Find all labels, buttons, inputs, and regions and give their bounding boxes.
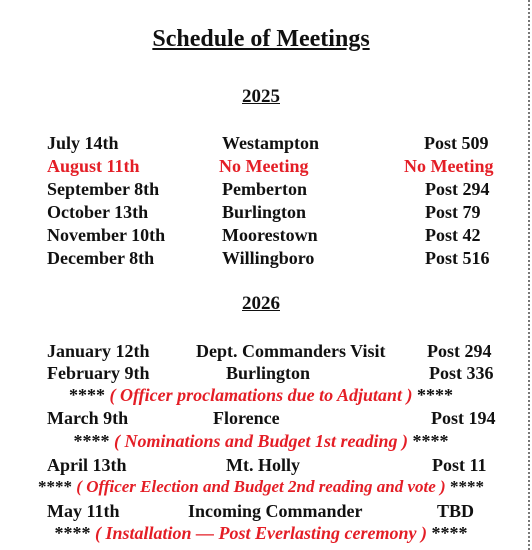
meeting-post: TBD	[437, 501, 475, 521]
meeting-post: No Meeting	[404, 156, 494, 176]
meeting-post: Post 294	[427, 341, 492, 361]
note-line	[0, 384, 522, 406]
meeting-post: Post 336	[429, 363, 494, 383]
meeting-date: July 14th	[47, 133, 119, 153]
asterisks: ****	[449, 477, 484, 496]
meeting-date: March 9th	[47, 408, 129, 428]
meeting-date: May 11th	[47, 501, 120, 521]
meeting-place: No Meeting	[219, 156, 309, 176]
meeting-place: Willingboro	[222, 248, 315, 268]
meeting-place: Florence	[213, 408, 280, 428]
meeting-post: Post 294	[425, 179, 490, 199]
note-line	[0, 476, 522, 498]
meeting-place: Mt. Holly	[226, 455, 300, 475]
meeting-place: Burlington	[222, 202, 307, 222]
note-text: ( Nominations and Budget 1st reading )	[113, 431, 409, 451]
asterisks: ****	[54, 523, 91, 543]
meeting-place: Moorestown	[222, 225, 318, 245]
asterisks: ****	[68, 385, 105, 405]
meeting-date: September 8th	[47, 179, 160, 199]
note-text: ( Installation — Post Everlasting ceremony )	[94, 523, 427, 543]
meeting-date: December 8th	[47, 248, 155, 268]
year-heading-2026: 2026	[242, 293, 280, 314]
meeting-date: February 9th	[47, 363, 150, 383]
asterisks: ****	[412, 431, 449, 451]
meeting-post: Post 509	[424, 133, 489, 153]
note-text: ( Officer Election and Budget 2nd reading and vote )	[76, 477, 446, 496]
meeting-post: Post 79	[425, 202, 481, 222]
meeting-place: Westampton	[222, 133, 320, 153]
dotted-border	[528, 0, 530, 550]
meeting-date: October 13th	[47, 202, 149, 222]
meeting-post: Post 11	[432, 455, 487, 475]
asterisks: ****	[73, 431, 110, 451]
asterisks: ****	[38, 477, 73, 496]
meeting-date: January 12th	[47, 341, 150, 361]
meeting-place: Burlington	[226, 363, 311, 383]
meeting-date: August 11th	[47, 156, 140, 176]
page-title: Schedule of Meetings	[152, 26, 370, 52]
meeting-date: November 10th	[47, 225, 166, 245]
asterisks: ****	[431, 523, 468, 543]
meeting-place: Dept. Commanders Visit	[196, 341, 386, 361]
meeting-post: Post 42	[425, 225, 481, 245]
note-line	[0, 522, 522, 544]
meeting-place: Pemberton	[222, 179, 307, 199]
note-text: ( Officer proclamations due to Adjutant )	[109, 385, 413, 405]
meeting-post: Post 516	[425, 248, 490, 268]
note-line	[0, 430, 522, 452]
asterisks: ****	[417, 385, 453, 405]
meeting-post: Post 194	[431, 408, 496, 428]
meeting-place: Incoming Commander	[188, 501, 363, 521]
year-heading-2025: 2025	[242, 86, 280, 107]
meeting-date: April 13th	[47, 455, 127, 475]
